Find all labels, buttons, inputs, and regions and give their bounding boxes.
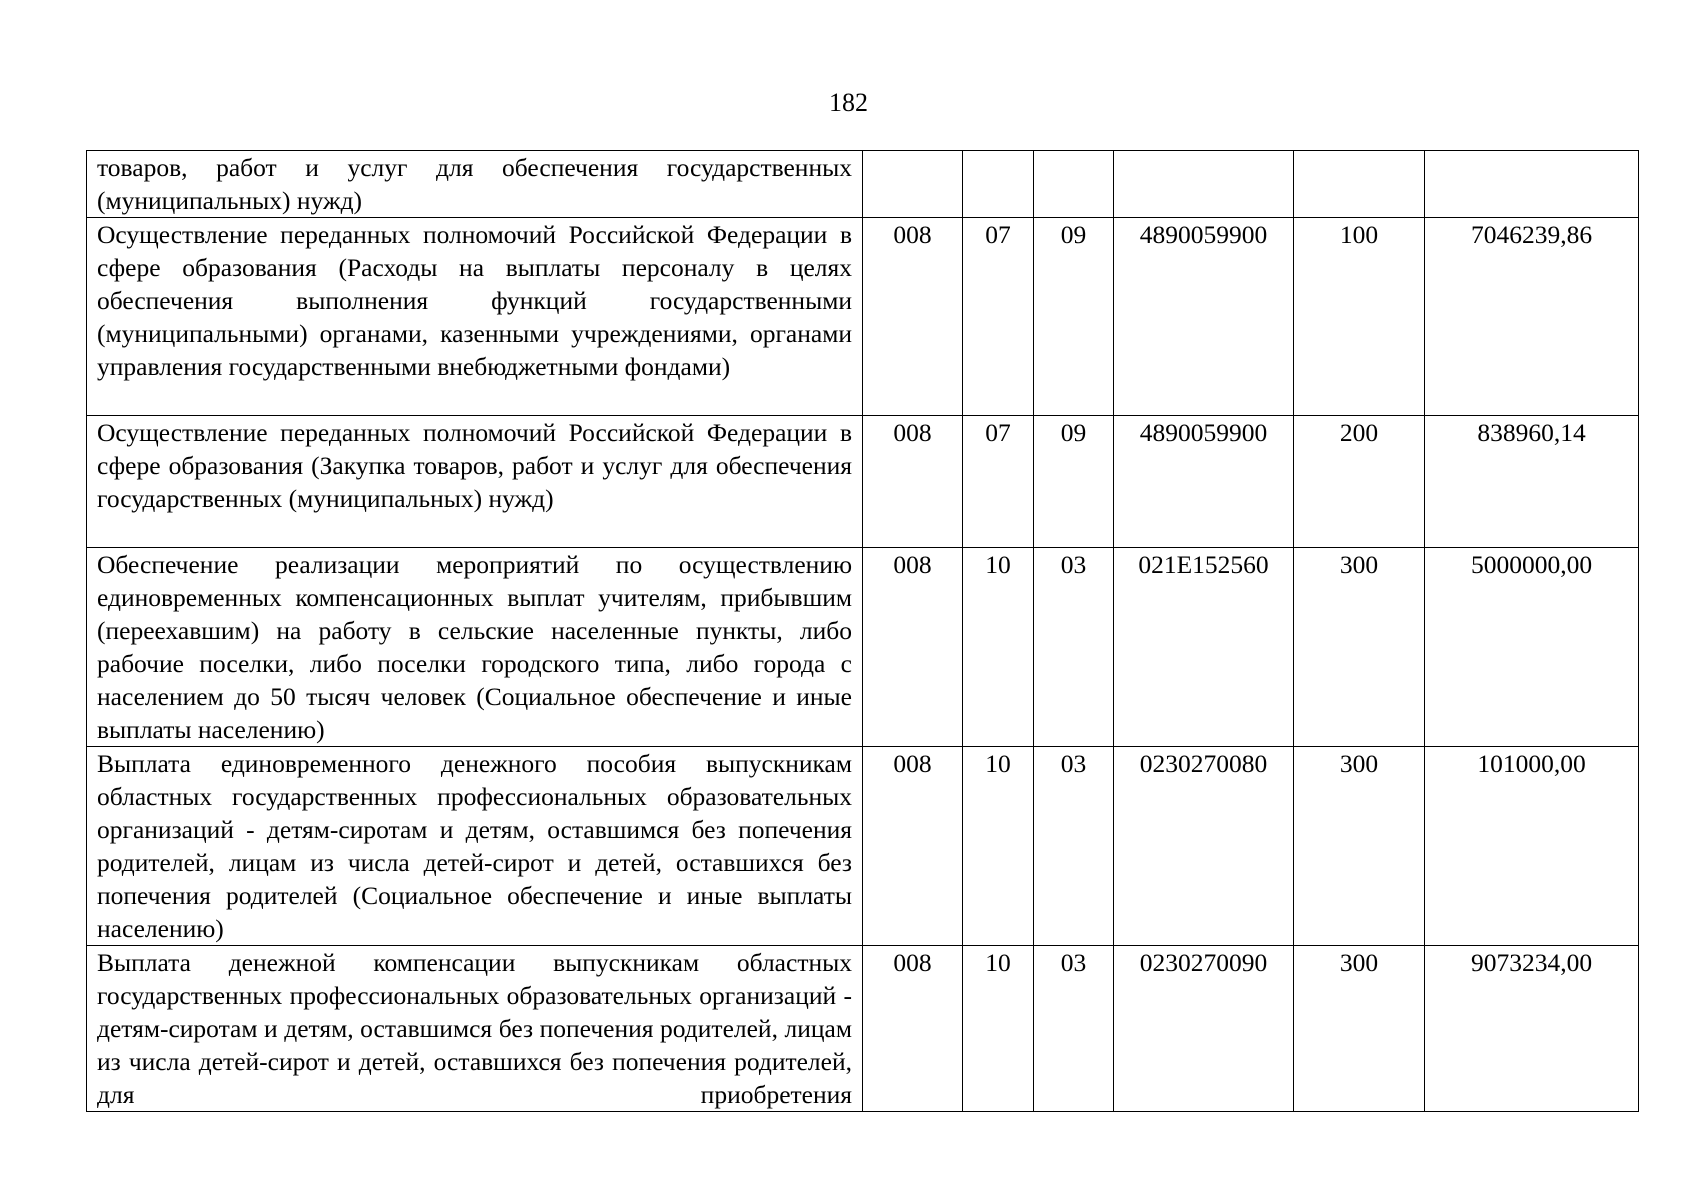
expense-description: Выплата денежной компенсации выпускникам областных государственных профессиональных образовательных организаций - детям-сиротам и детям, оставшимся без попечения родителей, лицам из числа детей-сирот и детей, оставшихся без попечения родителей, для приобретения	[87, 946, 863, 1112]
target-article-code: 0230270090	[1114, 946, 1294, 1112]
expense-type-code: 200	[1294, 416, 1425, 548]
expense-description: Обеспечение реализации мероприятий по осуществлению единовременных компенсационных выплат учителям, прибывшим (переехавшим) на работу в сельские населенные пункты, либо рабочие поселки, либо поселки городского типа, либо города с населением до 50 тысяч человек (Социальное обеспечение и иные выплаты населению)	[87, 548, 863, 747]
subsection-code: 03	[1034, 548, 1114, 747]
target-article-code: 4890059900	[1114, 416, 1294, 548]
table-row	[87, 218, 1639, 416]
subsection-code: 09	[1034, 218, 1114, 416]
page-number: 182	[829, 88, 868, 117]
target-article-code	[1114, 151, 1294, 218]
table-row	[87, 946, 1639, 1112]
subsection-code: 09	[1034, 416, 1114, 548]
section-code: 10	[963, 548, 1034, 747]
subsection-code	[1034, 151, 1114, 218]
subsection-code: 03	[1034, 946, 1114, 1112]
section-code: 07	[963, 416, 1034, 548]
expense-type-code: 300	[1294, 548, 1425, 747]
target-article-code: 4890059900	[1114, 218, 1294, 416]
section-code: 10	[963, 946, 1034, 1112]
subsection-code: 03	[1034, 747, 1114, 946]
expense-type-code: 100	[1294, 218, 1425, 416]
section-code: 07	[963, 218, 1034, 416]
amount: 5000000,00	[1425, 548, 1639, 747]
amount: 9073234,00	[1425, 946, 1639, 1112]
grbs-code: 008	[863, 416, 963, 548]
section-code	[963, 151, 1034, 218]
table-row	[87, 416, 1639, 548]
target-article-code: 021E152560	[1114, 548, 1294, 747]
grbs-code: 008	[863, 747, 963, 946]
expense-description: товаров, работ и услуг для обеспечения государственных (муниципальных) нужд)	[87, 151, 863, 218]
expense-type-code	[1294, 151, 1425, 218]
amount: 101000,00	[1425, 747, 1639, 946]
expense-description: Осуществление переданных полномочий Российской Федерации в сфере образования (Закупка товаров, работ и услуг для обеспечения государственных (муниципальных) нужд)	[87, 416, 863, 548]
grbs-code: 008	[863, 218, 963, 416]
amount	[1425, 151, 1639, 218]
budget-table	[86, 150, 1639, 1112]
section-code: 10	[963, 747, 1034, 946]
amount: 7046239,86	[1425, 218, 1639, 416]
grbs-code	[863, 151, 963, 218]
expense-description: Осуществление переданных полномочий Российской Федерации в сфере образования (Расходы на выплаты персоналу в целях обеспечения выполнения функций государственными (муниципальными) органами, казенными учреждениями, органами управления государственными внебюджетными фондами)	[87, 218, 863, 416]
grbs-code: 008	[863, 946, 963, 1112]
amount: 838960,14	[1425, 416, 1639, 548]
expense-type-code: 300	[1294, 946, 1425, 1112]
expense-type-code: 300	[1294, 747, 1425, 946]
table-row	[87, 548, 1639, 747]
grbs-code: 008	[863, 548, 963, 747]
table-row	[87, 747, 1639, 946]
expense-description: Выплата единовременного денежного пособия выпускникам областных государственных профессиональных образовательных организаций - детям-сиротам и детям, оставшимся без попечения родителей, лицам из числа детей-сирот и детей, оставшихся без попечения родителей (Социальное обеспечение и иные выплаты населению)	[87, 747, 863, 946]
table-row	[87, 151, 1639, 218]
target-article-code: 0230270080	[1114, 747, 1294, 946]
